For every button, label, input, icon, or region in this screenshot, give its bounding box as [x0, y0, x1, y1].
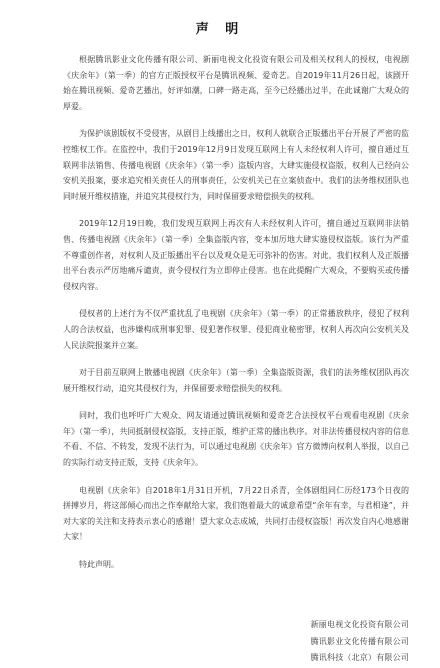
signers-block [311, 617, 409, 667]
paragraph-appeal: 同时，我们也呼吁广大观众、网友请通过腾讯视频和爱奇艺合法授权平台观看电视剧《庆余年》（第一季），共同抵制侵权盗版，支持正版，维护正常的播出秩序。对非法传播侵权内容的信息不看、不信、不转发，发现不法行为，可以通过电视剧《庆余年》官方微博向权利人举报，以自己的实际行动支持正版，支持《庆余年》。 [63, 411, 409, 468]
closing-line: 特此声明。 [79, 560, 119, 570]
paragraph-legal-consequences: 侵权者的上述行为不仅严重扰乱了电视剧《庆余年》（第一季）的正常播放秩序，侵犯了权利人的合法权益，也涉嫌构成刑事犯罪、侵犯著作权罪、侵犯商业秘密罪，权利人再次向公安机关及人民法院报案并立案。 [63, 309, 409, 350]
paragraph-second-infringement: 2019年12月19日晚，我们发现互联网上再次有人未经权利人许可，擅自通过互联网非法销售、传播电视剧《庆余年》（第一季）全集盗版内容，变本加厉地大肆实施侵权盗版。该行为严重不尊重创作者，对权利人及正版播出平台以及观众是无可弥补的伤害。对此，我们权利人及正版播出平台表示严厉地痛斥谴责，责令侵权行为立即停止侵害。也在此提醒广大观众，不要购买或传播侵权内容。 [63, 219, 409, 291]
paragraph-monitoring: 为保护该剧版权不受侵害，从剧目上线播出之日，权利人就联合正版播出平台开展了严密的监控维权工作。在监控中，我们于2019年12月9日发现互联网上有人未经权利人许可，擅自通过互联网非法销售、传播电视剧《庆余年》（第一季）盗版内容，大肆实施侵权盗版，权利人已经向公安机关报案，要求追究相关责任人的刑事责任，公安机关已在立案侦查中。我们的法务维权团队也同时展开维权措施，并追究其侵权行为，同时保留要求赔偿损失的权利。 [63, 129, 409, 201]
paragraph-thanks: 电视剧《庆余年》自2018年1月31日开机，7月22日杀青，全体剧组同仁历经173个日夜的拼搏岁月，将这部倾心而出之作奉献给大家，我们饱着最大的诚意希望“余年有幸，与君相逢”，并对大家的关注和支持表示衷心的感谢！望大家众志成城，共同打击侵权盗版！再次发自内心地感谢大家！ [63, 485, 409, 542]
paragraph-legal-action: 对于目前互联网上散播电视剧《庆余年》（第一季）全集盗版资源，我们的法务维权团队再次展开维权行动，追究其侵权行为，并保留要求赔偿损失的权利。 [63, 368, 409, 393]
signer-tencent-pictures: 腾讯影业文化传播有限公司 [310, 636, 409, 646]
paragraph-authorization: 根据腾讯影业文化传播有限公司、新丽电视文化投资有限公司及相关权利人的授权，电视剧《庆余年》（第一季）的官方正版授权平台是腾讯视频、爱奇艺。自2019年11月26日起，该剧开始在腾讯视频、爱奇艺播出，好评如潮，口碑一路走高，至今已经播出过半，在此诚谢广大观众的厚爱。 [63, 55, 409, 111]
document-body [63, 52, 409, 572]
signer-xinli: 新丽电视文化投资有限公司 [310, 620, 409, 629]
document-title: 声 明 [195, 22, 245, 37]
signer-tencent-tech: 腾讯科技（北京）有限公司 [310, 653, 409, 662]
